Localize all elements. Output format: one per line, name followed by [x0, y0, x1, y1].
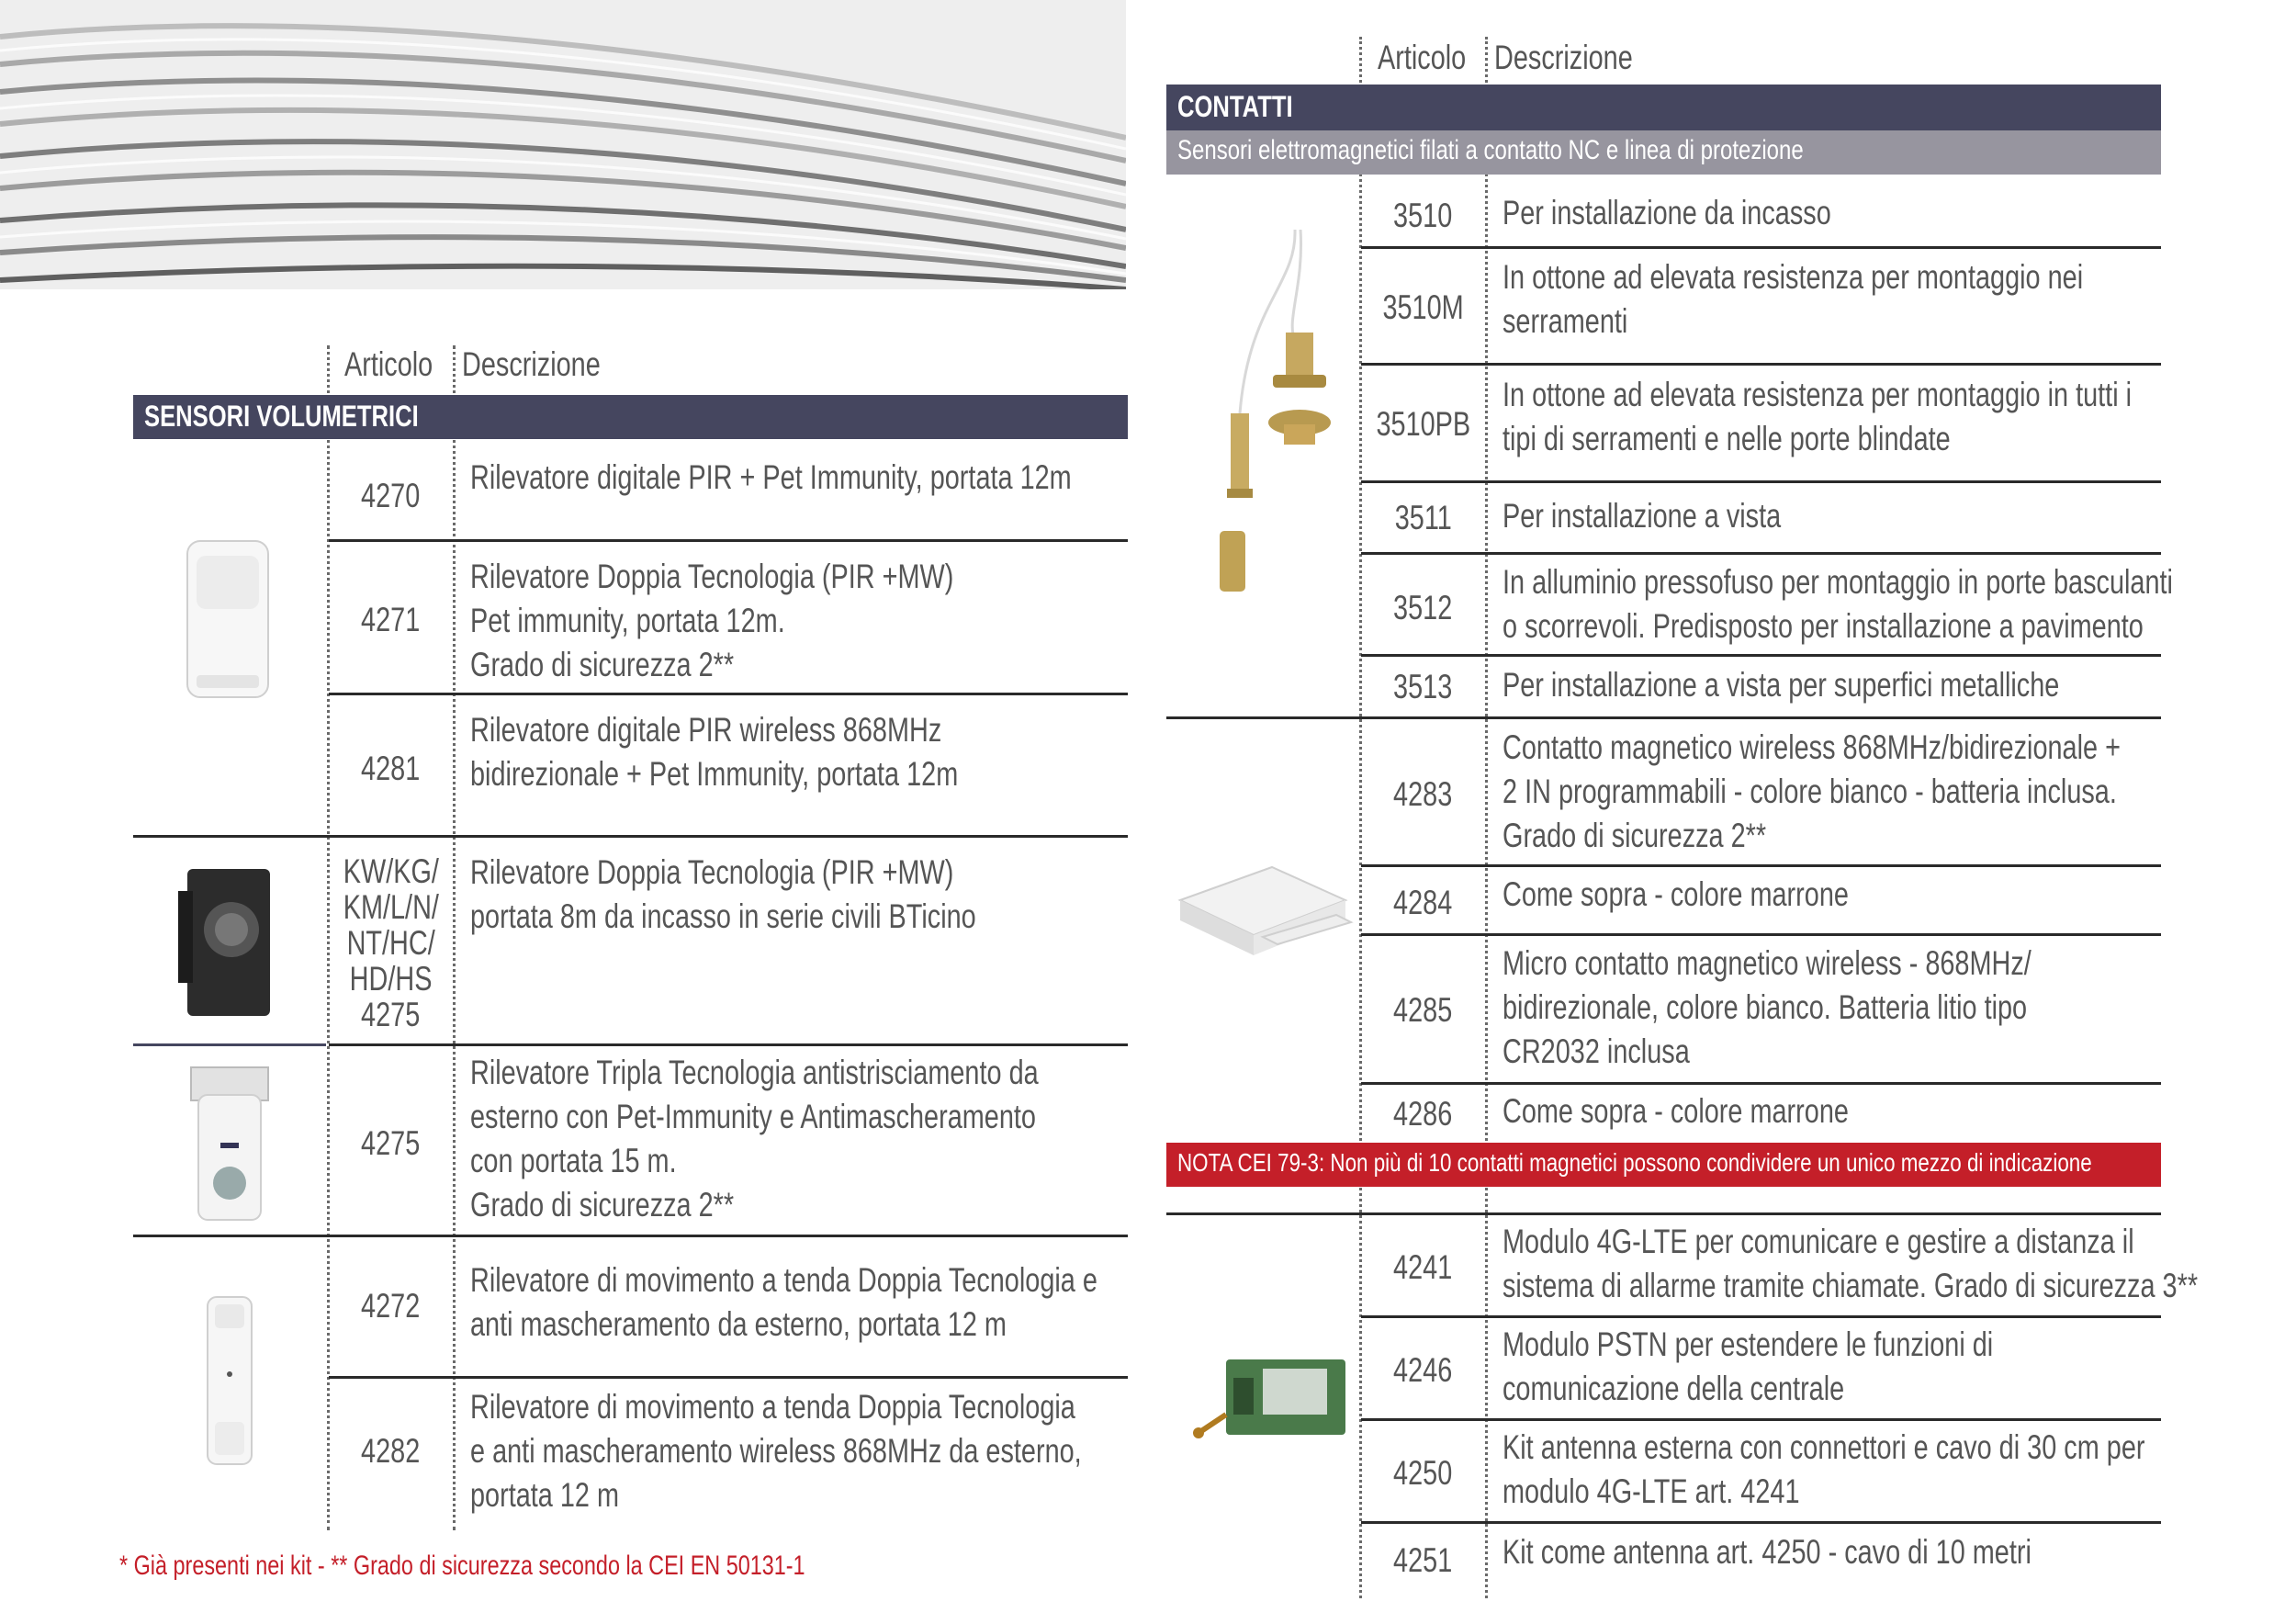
left-line-2	[329, 693, 1128, 695]
right-row-0-desc: Per installazione da incasso	[1503, 194, 1831, 231]
right-row-6-article: 4283	[1393, 774, 1453, 813]
right-section-subtitle: Sensori elettromagnetici filati a contatto NC e linea di protezione	[1177, 135, 1804, 165]
right-line-2	[1361, 363, 2161, 366]
left-line-4b	[329, 1043, 1128, 1046]
left-dotline-2	[453, 345, 456, 1530]
left-row-5-article: 4272	[361, 1287, 421, 1325]
right-line-8	[1361, 933, 2161, 936]
right-row-4-article: 3512	[1393, 588, 1453, 626]
right-line-7	[1361, 864, 2161, 867]
right-line-9	[1361, 1082, 2161, 1085]
right-row-7-article: 4284	[1393, 883, 1453, 921]
right-line-10	[1166, 1212, 2161, 1215]
pir-detector-icon	[182, 537, 274, 703]
right-line-6	[1166, 716, 2161, 719]
right-row-12-article: 4250	[1393, 1454, 1453, 1493]
right-line-12	[1361, 1418, 2161, 1421]
right-line-4	[1361, 552, 2161, 555]
right-row-0-article: 3510	[1393, 196, 1453, 234]
right-row-5-article: 3513	[1393, 667, 1453, 705]
left-row-4-article: 4275	[361, 1124, 421, 1163]
right-row-13-article: 4251	[1393, 1540, 1453, 1579]
right-row-10-article: 4241	[1393, 1248, 1453, 1287]
left-line-5	[133, 1235, 1128, 1237]
right-row-13-desc: Kit come antenna art. 4250 - cavo di 10 metri	[1503, 1533, 2032, 1571]
left-col-description-header: Descrizione	[462, 345, 601, 383]
right-section-title: CONTATTI	[1177, 90, 1293, 123]
gsm-module-icon	[1189, 1350, 1355, 1451]
right-line-11	[1361, 1315, 2161, 1318]
curtain-detector-icon	[202, 1293, 257, 1468]
left-row-6-desc: Rilevatore di movimento a tenda Doppia Tecnologia e anti mascheramento wireless 868MHz da esterno, portata 12 m	[470, 1388, 1082, 1514]
left-col-article-header: Articolo	[344, 345, 433, 383]
hero-paper-image	[0, 0, 1126, 289]
right-line-1	[1361, 246, 2161, 249]
right-row-6-desc: Contatto magnetico wireless 868MHz/bidirezionale + 2 IN programmabili - colore bianco - batteria inclusa. Grado di sicurezza 2**	[1503, 728, 2121, 854]
cei-note-text: NOTA CEI 79-3: Non più di 10 contatti magnetici possono condividere un unico mezzo di indicazione	[1177, 1148, 2092, 1177]
left-row-3-article: KW/KG/ KM/L/N/ NT/HC/ HD/HS 4275	[343, 852, 439, 1033]
right-row-3-article: 3511	[1394, 498, 1452, 536]
wireless-contact-icon	[1171, 863, 1355, 964]
left-row-2-desc: Rilevatore digitale PIR wireless 868MHz bidirezionale + Pet Immunity, portata 12m	[470, 711, 959, 793]
right-row-8-desc: Micro contatto magnetico wireless - 868MHz/ bidirezionale, colore bianco. Batteria litio tipo CR2032 inclusa	[1503, 944, 2032, 1070]
right-section-bar	[1166, 85, 2161, 130]
right-row-1-desc: In ottone ad elevata resistenza per montaggio nei serramenti	[1503, 258, 2084, 340]
right-row-7-desc: Come sopra - colore marrone	[1503, 875, 1849, 913]
right-row-5-desc: Per installazione a vista per superfici metalliche	[1503, 666, 2060, 704]
left-section-bar	[133, 395, 1128, 439]
right-line-3	[1361, 480, 2161, 483]
right-col-description-header: Descrizione	[1494, 39, 1633, 76]
left-section-title: SENSORI VOLUMETRICI	[144, 400, 419, 433]
right-row-2-article: 3510PB	[1376, 404, 1470, 443]
left-row-4-desc: Rilevatore Tripla Tecnologia antistrisciamento da esterno con Pet-Immunity e Antimascheramento con portata 15 m. Grado di sicurezza 2**	[470, 1054, 1039, 1224]
right-row-8-article: 4285	[1393, 990, 1453, 1029]
right-row-11-article: 4246	[1393, 1351, 1453, 1390]
right-col-article-header: Articolo	[1378, 39, 1467, 76]
right-row-11-desc: Modulo PSTN per estendere le funzioni di comunicazione della centrale	[1503, 1325, 1994, 1407]
left-row-0-article: 4270	[361, 476, 421, 514]
right-line-5	[1361, 654, 2161, 657]
left-line-1	[329, 539, 1128, 542]
left-line-6	[329, 1376, 1128, 1379]
left-row-1-desc: Rilevatore Doppia Tecnologia (PIR +MW) Pet immunity, portata 12m. Grado di sicurezza 2**	[470, 558, 954, 683]
magnetic-contact-icon	[1194, 230, 1332, 597]
right-row-4-desc: In alluminio pressofuso per montaggio in porte basculanti o scorrevoli. Predisposto per installazione a pavimento	[1503, 563, 2173, 645]
left-row-2-article: 4281	[361, 750, 421, 788]
left-row-0-desc: Rilevatore digitale PIR + Pet Immunity, portata 12m	[470, 458, 1072, 496]
left-line-4a	[133, 1043, 326, 1046]
cei-note-bar	[1166, 1143, 2161, 1187]
right-subtitle-bar	[1166, 130, 2161, 175]
footnote: * Già presenti nei kit - ** Grado di sicurezza secondo la CEI EN 50131-1	[119, 1551, 805, 1581]
right-row-2-desc: In ottone ad elevata resistenza per montaggio in tutti i tipi di serramenti e nelle porte blindate	[1503, 376, 2133, 457]
left-row-1-article: 4271	[361, 600, 421, 638]
right-dotline-2	[1485, 37, 1488, 1598]
right-line-13	[1361, 1521, 2161, 1524]
right-row-1-article: 3510M	[1382, 288, 1464, 326]
left-row-6-article: 4282	[361, 1431, 421, 1470]
right-row-10-desc: Modulo 4G-LTE per comunicare e gestire a distanza il sistema di allarme tramite chiamate. Grado di sicurezza 3**	[1503, 1223, 2199, 1304]
right-row-3-desc: Per installazione a vista	[1503, 497, 1782, 535]
left-row-5-desc: Rilevatore di movimento a tenda Doppia Tecnologia e anti mascheramento da esterno, portata 12 m	[470, 1261, 1097, 1343]
triple-tech-detector-icon	[184, 1064, 276, 1224]
flush-detector-icon	[174, 863, 276, 1020]
right-row-9-article: 4286	[1393, 1094, 1453, 1133]
left-row-3-desc: Rilevatore Doppia Tecnologia (PIR +MW) portata 8m da incasso in serie civili BTicino	[470, 853, 976, 935]
right-row-12-desc: Kit antenna esterna con connettori e cavo di 30 cm per modulo 4G-LTE art. 4241	[1503, 1428, 2145, 1510]
right-row-9-desc: Come sopra - colore marrone	[1503, 1092, 1849, 1130]
left-line-3	[133, 835, 1128, 838]
